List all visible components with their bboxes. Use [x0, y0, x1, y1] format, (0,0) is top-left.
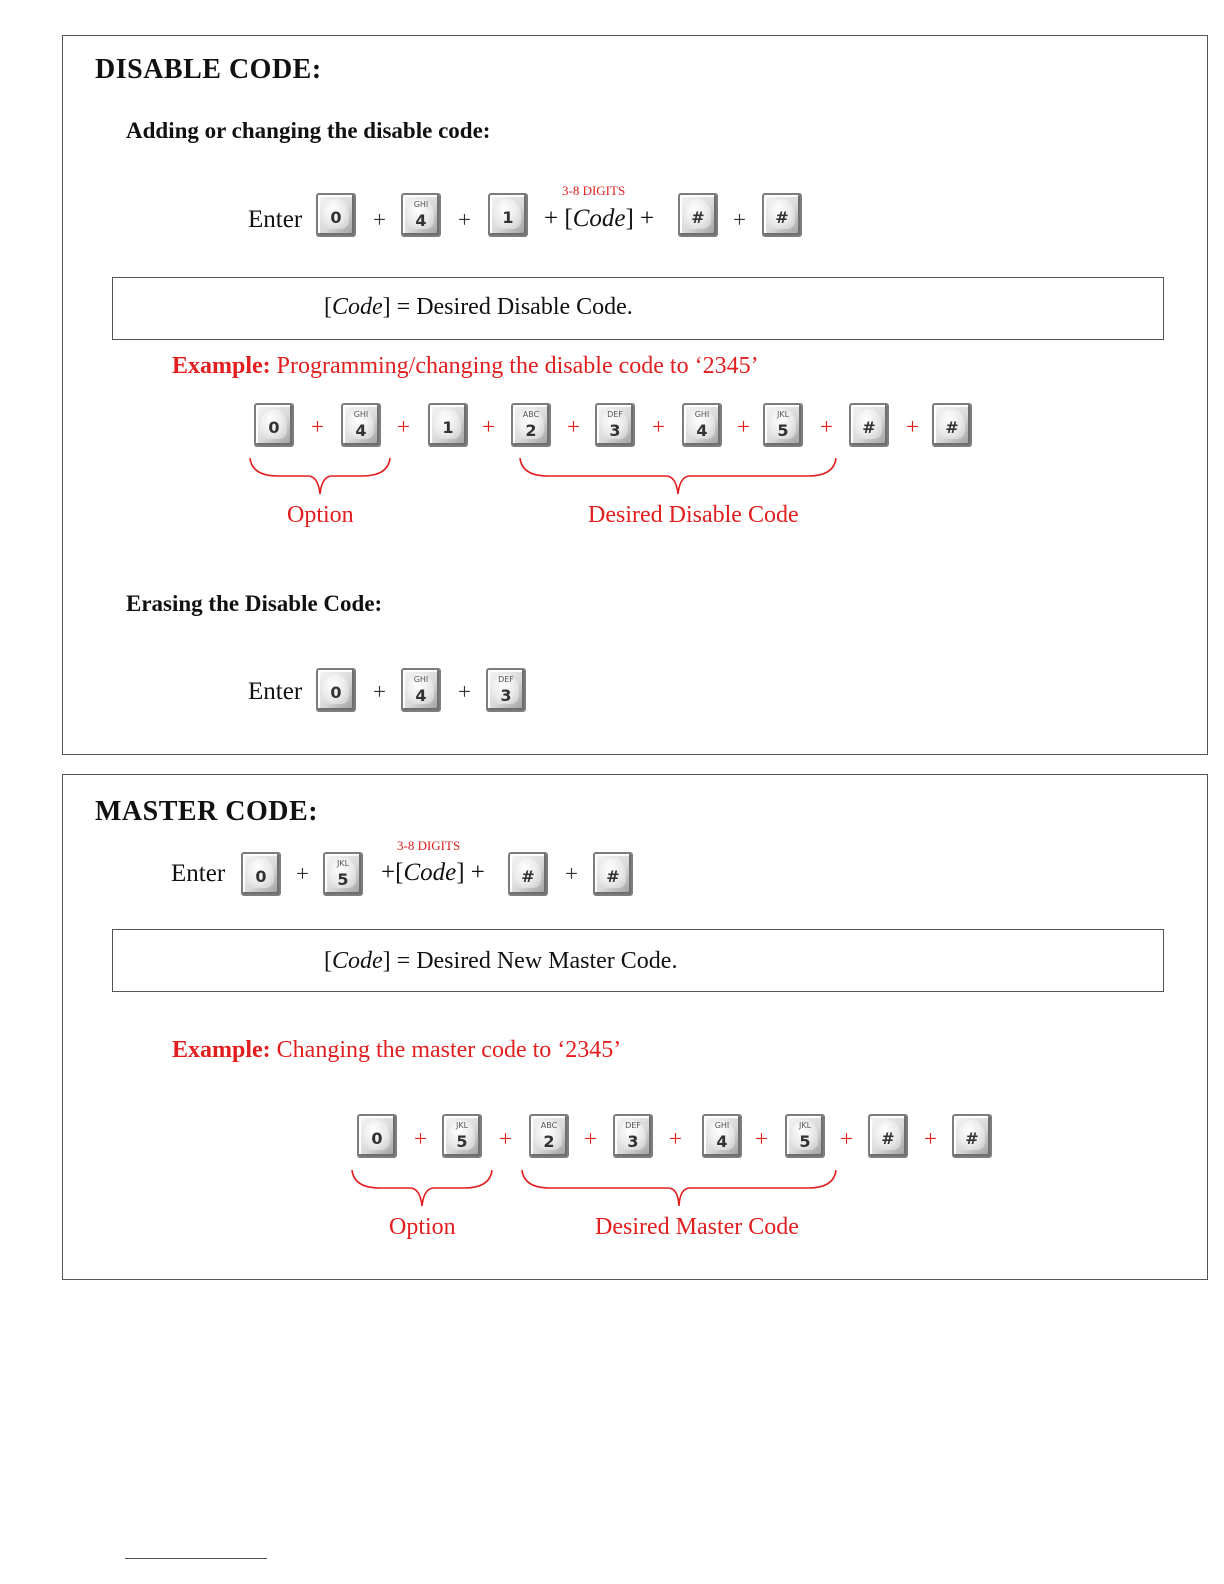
key-2: ABC 2 [529, 1114, 569, 1158]
key-5: JKL 5 [323, 852, 363, 896]
key-hash [762, 193, 802, 237]
key-digit: 3 [609, 421, 621, 440]
key-0 [316, 193, 356, 237]
option-label: Option [389, 1214, 456, 1240]
key-digit: 5 [799, 1132, 811, 1151]
plus-sign: + [482, 414, 495, 439]
key-digit: # [862, 418, 876, 437]
option-brace [248, 456, 392, 498]
key-5: JKL 5 [763, 403, 803, 447]
key-digit: 1 [442, 418, 454, 437]
key-5: JKL 5 [442, 1114, 482, 1158]
plus-sign: + [311, 414, 324, 439]
plus-sign: + [458, 207, 471, 232]
key-5: JKL 5 [785, 1114, 825, 1158]
master-code-title: MASTER CODE: [95, 796, 319, 827]
key-digit: 4 [355, 421, 367, 440]
example-line: Example: Changing the master code to ‘2345’ [172, 1037, 622, 1063]
key-digit: 4 [415, 686, 427, 705]
plus-sign: + [755, 1126, 768, 1151]
key-4: GHI 4 [341, 403, 381, 447]
key-digit: # [521, 867, 535, 886]
key-4: GHI 4 [401, 193, 441, 237]
desired-disable-code-label: Desired Disable Code [588, 502, 799, 528]
key-digit: 5 [777, 421, 789, 440]
key-hash [952, 1114, 992, 1158]
footnote-rule [125, 1558, 267, 1559]
key-hash [932, 403, 972, 447]
key-hash [593, 852, 633, 896]
key-hash [849, 403, 889, 447]
key-0 [241, 852, 281, 896]
key-digit: 5 [456, 1132, 468, 1151]
enter-label: Enter [248, 206, 303, 233]
key-digit: # [965, 1129, 979, 1148]
plus-sign: + [840, 1126, 853, 1151]
key-digit: 1 [502, 208, 514, 227]
key-digit: 2 [525, 421, 537, 440]
key-3: DEF 3 [613, 1114, 653, 1158]
option-label: Option [287, 502, 354, 528]
key-digit: # [775, 208, 789, 227]
key-4: GHI 4 [401, 668, 441, 712]
code-placeholder: + [Code] + [544, 205, 655, 232]
plus-sign: + [820, 414, 833, 439]
code-placeholder: +[Code] + [381, 859, 485, 886]
example-line: Example: Programming/changing the disable code to ‘2345’ [172, 353, 759, 379]
key-3: DEF 3 [595, 403, 635, 447]
key-digit: 0 [268, 418, 280, 437]
plus-sign: + [567, 414, 580, 439]
disable-code-title: DISABLE CODE: [95, 54, 322, 85]
key-1 [428, 403, 468, 447]
key-digit: 0 [255, 867, 267, 886]
enter-label: Enter [248, 678, 303, 705]
plus-sign: + [733, 207, 746, 232]
key-digit: 4 [696, 421, 708, 440]
enter-label: Enter [171, 860, 226, 887]
plus-sign: + [669, 1126, 682, 1151]
key-digit: 0 [371, 1129, 383, 1148]
plus-sign: + [373, 207, 386, 232]
key-hash [678, 193, 718, 237]
code-definition-box [112, 277, 1164, 340]
key-0 [316, 668, 356, 712]
erase-heading: Erasing the Disable Code: [126, 591, 383, 616]
key-hash [508, 852, 548, 896]
plus-sign: + [458, 679, 471, 704]
key-3: DEF 3 [486, 668, 526, 712]
key-digit: 5 [337, 870, 349, 889]
plus-sign: + [737, 414, 750, 439]
desired-code-brace [518, 456, 838, 498]
digits-note: 3-8 DIGITS [397, 838, 461, 853]
plus-sign: + [584, 1126, 597, 1151]
plus-sign: + [924, 1126, 937, 1151]
key-2: ABC 2 [511, 403, 551, 447]
plus-sign: + [652, 414, 665, 439]
desired-master-code-label: Desired Master Code [595, 1214, 799, 1240]
key-hash [868, 1114, 908, 1158]
key-digit: # [606, 867, 620, 886]
desired-code-brace [520, 1168, 838, 1210]
plus-sign: + [565, 861, 578, 886]
add-change-heading: Adding or changing the disable code: [126, 118, 491, 143]
key-digit: # [691, 208, 705, 227]
code-definition-text: [Code] = Desired New Master Code. [324, 948, 678, 974]
digits-note: 3-8 DIGITS [562, 183, 626, 198]
plus-sign: + [414, 1126, 427, 1151]
plus-sign: + [373, 679, 386, 704]
key-digit: 0 [330, 683, 342, 702]
key-digit: 4 [415, 211, 427, 230]
key-digit: 2 [543, 1132, 555, 1151]
key-digit: # [945, 418, 959, 437]
code-definition-text: [Code] = Desired Disable Code. [324, 294, 633, 320]
key-0 [254, 403, 294, 447]
key-digit: 4 [716, 1132, 728, 1151]
plus-sign: + [906, 414, 919, 439]
plus-sign: + [397, 414, 410, 439]
key-digit: # [881, 1129, 895, 1148]
key-digit: 3 [500, 686, 512, 705]
key-digit: 0 [330, 208, 342, 227]
plus-sign: + [499, 1126, 512, 1151]
plus-sign: + [296, 861, 309, 886]
key-1 [488, 193, 528, 237]
key-4: GHI 4 [702, 1114, 742, 1158]
key-0 [357, 1114, 397, 1158]
option-brace [350, 1168, 494, 1210]
key-digit: 3 [627, 1132, 639, 1151]
key-4: GHI 4 [682, 403, 722, 447]
